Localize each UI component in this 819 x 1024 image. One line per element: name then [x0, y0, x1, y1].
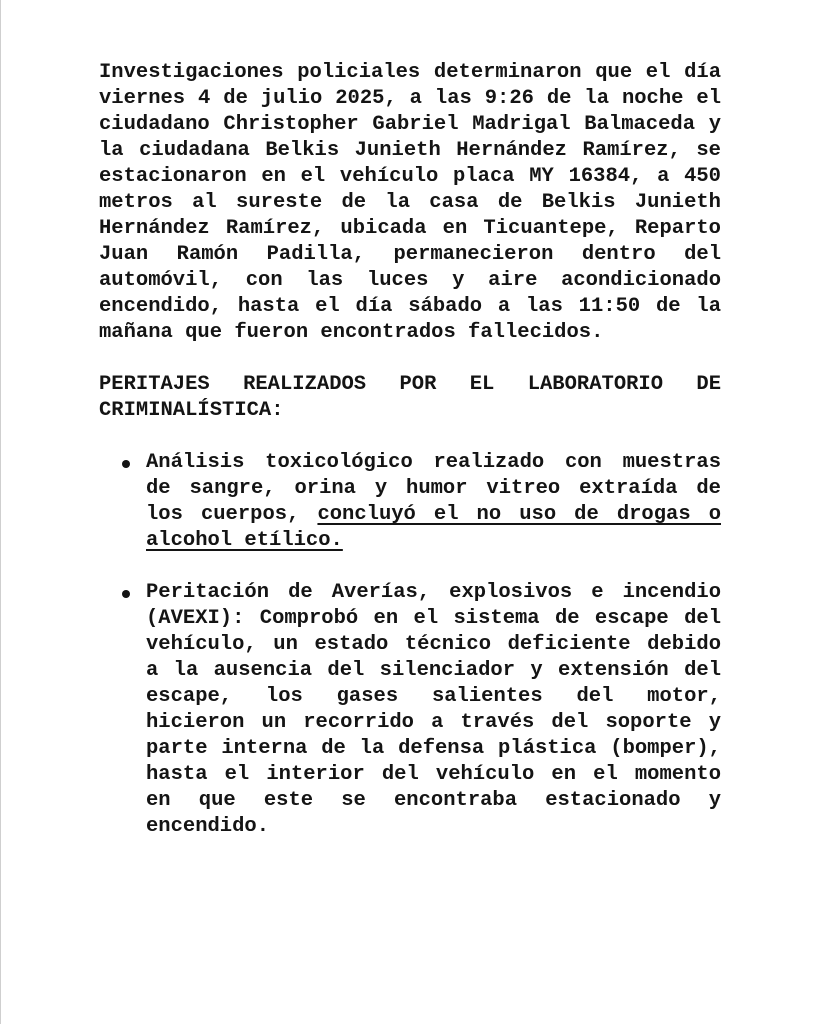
findings-list [99, 450, 721, 840]
intro-paragraph: Investigaciones policiales determinaron que el día viernes 4 de julio 2025, a las 9:26 de la noche el ciudadano Christopher Gabriel Madrigal Balmaceda y la ciudadana Belkis Junieth Hernández Ramírez, se estacionaron en el vehículo placa MY 16384, a 450 metros al sureste de la casa de Belkis Junieth Hernández Ramírez, ubicada en Ticuantepe, Reparto Juan Ramón Padilla, permanecieron dentro del automóvil, con las luces y aire acondicionado encendido, hasta el día sábado a las 11:50 de la mañana que fueron encontrados fallecidos. [99, 61, 721, 344]
section-heading: PERITAJES REALIZADOS POR EL LABORATORIO DE CRIMINALÍSTICA: [99, 373, 721, 422]
avexi-text: Peritación de Averías, explosivos e incendio (AVEXI): Comprobó en el sistema de escape del vehículo, un estado técnico deficiente debido a la ausencia del silenciador y extensión del escape, los gases salientes del motor, hicieron un recorrido a través del soporte y parte interna de la defensa plástica (bomper), hasta el interior del vehículo en el momento en que este se encontraba estacionado y encendido. [146, 581, 721, 838]
bullet-icon [122, 460, 130, 468]
bullet-icon [122, 590, 130, 598]
document-body [99, 60, 721, 840]
toxicology-text: Análisis toxicológico realizado con muestras de sangre, orina y humor vitreo extraída de los cuerpos, [146, 451, 721, 526]
list-item-avexi [99, 580, 721, 840]
list-item-toxicology [99, 450, 721, 554]
toxicology-conclusion: concluyó el no uso de drogas o alcohol etílico. [146, 503, 721, 552]
